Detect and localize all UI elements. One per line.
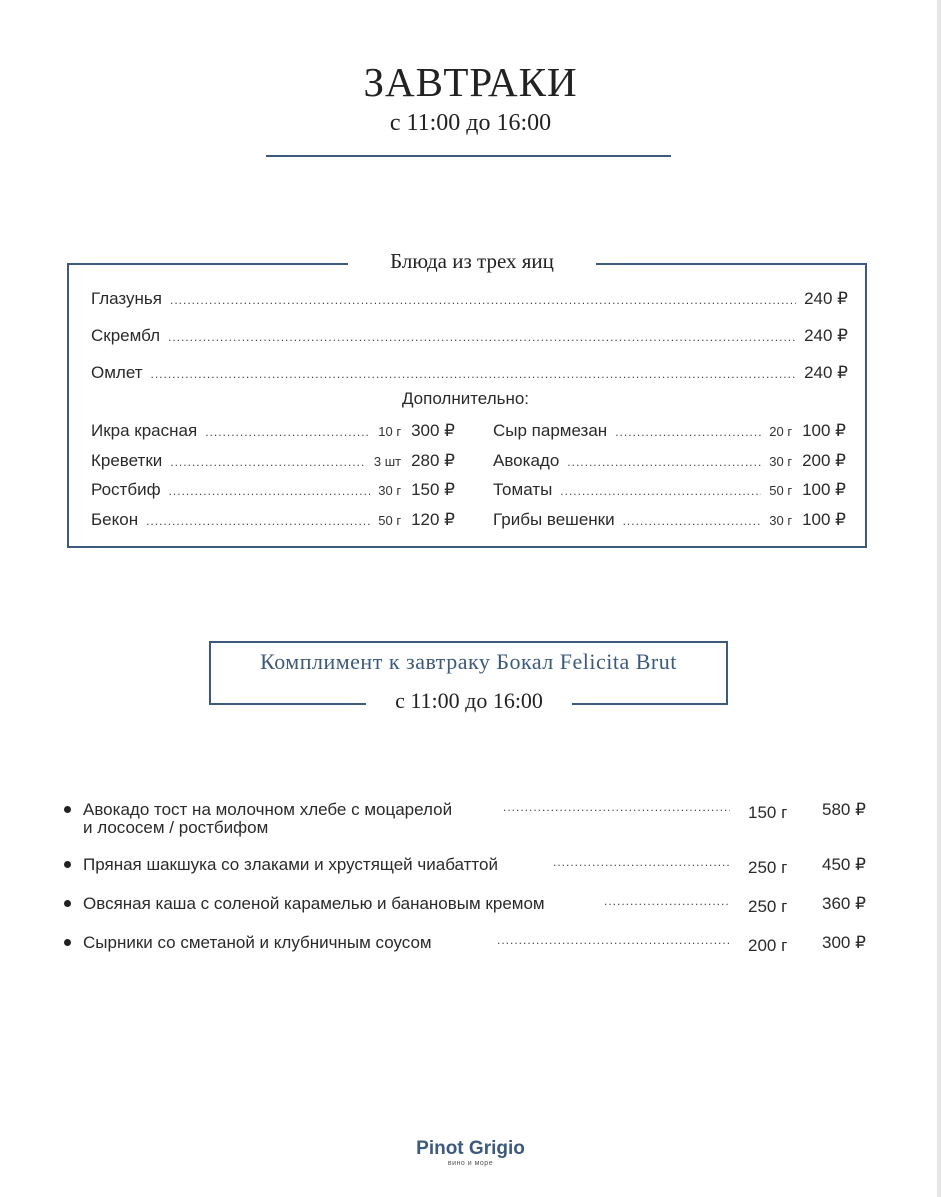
item-name: Глазунья	[91, 289, 162, 308]
item-weight: 30 г	[769, 454, 793, 469]
menu-item	[91, 326, 848, 346]
leader-dots	[560, 484, 761, 498]
leader-dots	[615, 425, 761, 439]
leader-dots	[205, 425, 370, 439]
item-name: Сыр пармезан	[493, 421, 608, 440]
item-weight: 10 г	[378, 424, 402, 439]
item-name: Грибы вешенки	[493, 510, 615, 529]
item-weight: 50 г	[378, 513, 402, 528]
dish-name: Пряная шакшука со злаками и хрустящей чиабаттой	[83, 855, 498, 874]
item-weight: 30 г	[769, 513, 793, 528]
extras-label: Дополнительно:	[401, 389, 530, 408]
extra-item	[493, 510, 846, 530]
page-edge	[937, 0, 941, 1197]
menu-item	[91, 363, 848, 383]
leader-dots	[146, 514, 370, 528]
leader-row	[489, 933, 738, 947]
bullet-icon	[64, 939, 71, 946]
extra-item	[91, 510, 455, 530]
leader-dots	[604, 894, 730, 908]
leader-row	[545, 855, 738, 869]
item-name: Креветки	[91, 451, 163, 470]
compliment-title: Комплимент к завтраку Бокал Felicita Brut	[260, 649, 677, 674]
item-price: 300 ₽	[411, 421, 455, 440]
leader-dots	[623, 514, 762, 528]
leader-dots	[170, 293, 796, 307]
leader-dots	[170, 455, 366, 469]
compliment-hours: с 11:00 до 16:00	[366, 688, 572, 714]
extra-item	[493, 451, 846, 471]
item-price: 240 ₽	[804, 326, 848, 345]
bullet-icon	[64, 861, 71, 868]
extra-item	[493, 480, 846, 500]
dish-name: Сырники со сметаной и клубничным соусом	[83, 933, 432, 952]
bullet-icon	[64, 806, 71, 813]
leader-row	[495, 800, 738, 814]
title-divider	[266, 155, 671, 157]
extra-item	[493, 421, 846, 441]
item-price: 240 ₽	[804, 289, 848, 308]
dish-weight: 200 г	[748, 936, 788, 955]
item-price: 280 ₽	[411, 451, 455, 470]
item-weight: 50 г	[769, 483, 793, 498]
item-name: Икра красная	[91, 421, 198, 440]
eggs-section-heading: Блюда из трех яиц	[348, 249, 596, 274]
leader-dots	[553, 855, 730, 869]
leader-dots	[169, 484, 371, 498]
item-price: 120 ₽	[411, 510, 455, 529]
dish-price: 450 ₽	[822, 855, 866, 874]
item-name: Ростбиф	[91, 480, 161, 499]
leader-dots	[168, 330, 796, 344]
dish-weight: 150 г	[748, 803, 788, 822]
item-name: Бекон	[91, 510, 139, 529]
brand-logo: Pinot Grigio	[416, 1138, 525, 1159]
dish-price: 300 ₽	[822, 933, 866, 952]
dish-weight: 250 г	[748, 897, 788, 916]
item-price: 150 ₽	[411, 480, 455, 499]
item-name: Томаты	[493, 480, 553, 499]
extra-item	[91, 421, 455, 441]
dish-price: 580 ₽	[822, 800, 866, 819]
extra-item	[91, 480, 455, 500]
dish-name-continued: и лососем / ростбифом	[83, 818, 269, 837]
item-name: Омлет	[91, 363, 143, 382]
item-price: 100 ₽	[802, 421, 846, 440]
dish-name: Овсяная каша с соленой карамелью и банановым кремом	[83, 894, 545, 913]
item-weight: 20 г	[769, 424, 793, 439]
item-price: 200 ₽	[802, 451, 846, 470]
item-weight: 30 г	[378, 483, 402, 498]
menu-item	[91, 289, 848, 309]
extra-item	[91, 451, 455, 471]
item-price: 240 ₽	[804, 363, 848, 382]
leader-dots	[567, 455, 761, 469]
page-title: ЗАВТРАКИ	[363, 59, 578, 105]
item-price: 100 ₽	[802, 510, 846, 529]
item-price: 100 ₽	[802, 480, 846, 499]
leader-dots	[151, 367, 797, 381]
brand-tagline: вино и море	[447, 1160, 494, 1167]
item-name: Авокадо	[493, 451, 560, 470]
bullet-icon	[64, 900, 71, 907]
page-hours: с 11:00 до 16:00	[389, 110, 552, 136]
dish-price: 360 ₽	[822, 894, 866, 913]
dish-weight: 250 г	[748, 858, 788, 877]
leader-dots	[497, 933, 730, 947]
leader-dots	[503, 800, 730, 814]
dish-name: Авокадо тост на молочном хлебе с моцарелой	[83, 800, 453, 819]
item-name: Скрембл	[91, 326, 161, 345]
leader-row	[596, 894, 738, 908]
item-weight: 3 шт	[373, 454, 402, 469]
